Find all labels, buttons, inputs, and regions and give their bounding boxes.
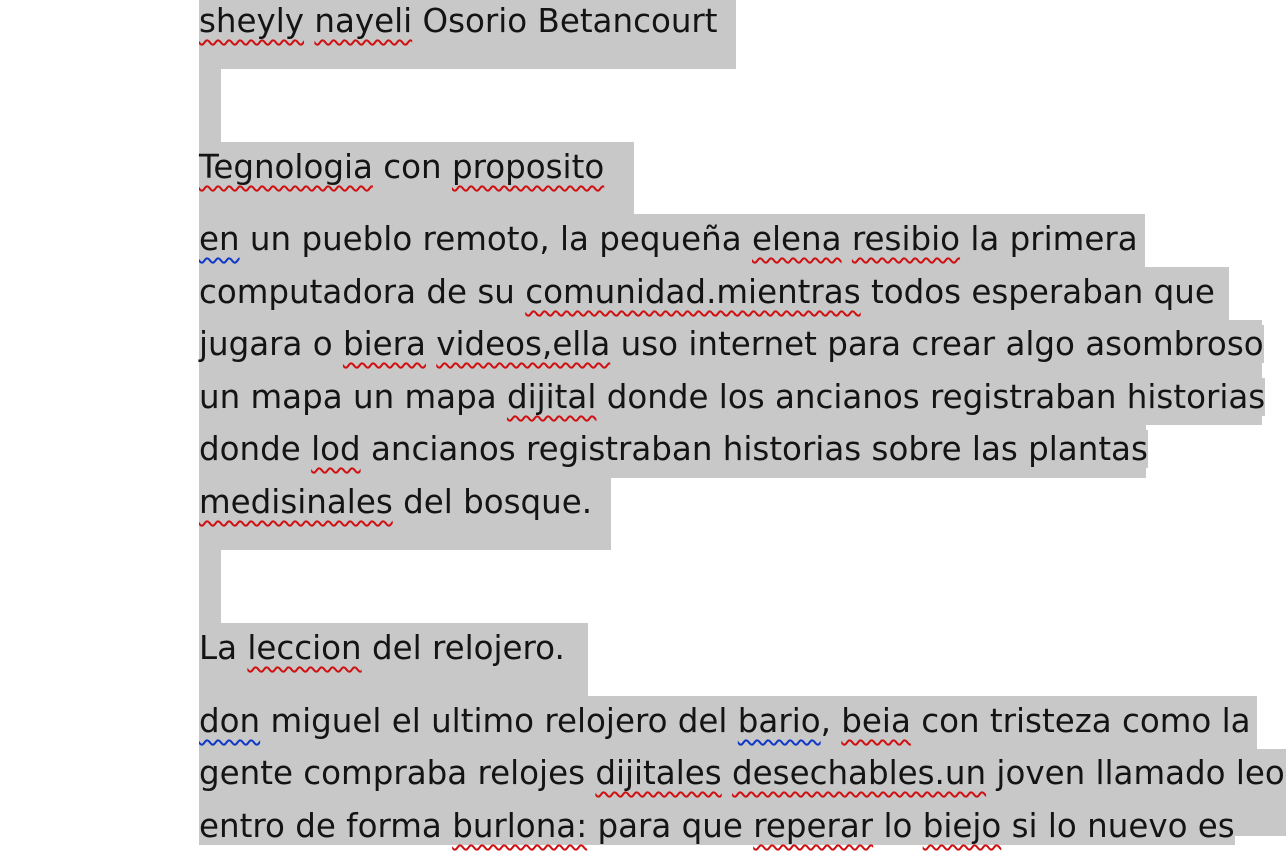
selection-empty-paragraph (199, 69, 221, 142)
text-run (842, 220, 852, 258)
misspelled-word[interactable]: sheyly (199, 2, 305, 40)
story1-line[interactable] (199, 318, 1264, 370)
story1-line[interactable] (199, 476, 592, 528)
text-run: del bosque. (392, 483, 593, 521)
text-run: lo (873, 807, 923, 845)
text-run: todos esperaban que (860, 273, 1215, 311)
story2-line[interactable] (199, 800, 1235, 852)
misspelled-word[interactable]: nayeli (314, 2, 413, 40)
title-la-leccion-del-relojero[interactable] (199, 622, 565, 674)
title-tecnologia-con-proposito[interactable] (199, 141, 604, 193)
story1-line[interactable] (199, 213, 1138, 265)
text-run (426, 325, 436, 363)
story1-line[interactable] (199, 266, 1215, 318)
misspelled-word[interactable]: comunidad.mientras (525, 273, 861, 311)
text-run: Osorio Betancourt (412, 2, 718, 40)
misspelled-word[interactable]: resibio (851, 220, 961, 258)
story1-line[interactable] (199, 423, 1148, 475)
grammar-flagged-word[interactable]: bario (737, 702, 821, 740)
text-run: con tristeza como la (910, 702, 1251, 740)
text-run: , (820, 702, 842, 740)
text-run: un mapa un mapa (199, 378, 507, 416)
selection-empty-paragraph (199, 550, 221, 623)
text-run: para que (587, 807, 754, 845)
misspelled-word[interactable]: beia (841, 702, 911, 740)
text-run: donde (199, 430, 312, 468)
text-run (722, 754, 732, 792)
misspelled-word[interactable]: dijitales (595, 754, 722, 792)
text-run: donde los ancianos registraban historias (596, 378, 1266, 416)
text-run (304, 2, 314, 40)
text-run: si lo nuevo es (1001, 807, 1235, 845)
misspelled-word[interactable]: videos,ella (436, 325, 611, 363)
misspelled-word[interactable]: dijital (506, 378, 597, 416)
misspelled-word[interactable]: biejo (922, 807, 1002, 845)
text-run: un pueblo remoto, la pequeña (239, 220, 752, 258)
misspelled-word[interactable]: proposito (451, 148, 605, 186)
story1-line[interactable] (199, 371, 1265, 423)
text-run: gente compraba relojes (199, 754, 596, 792)
text-run: La (199, 629, 248, 667)
misspelled-word[interactable]: Tegnologia (199, 148, 373, 186)
misspelled-word[interactable]: lod (311, 430, 361, 468)
story2-line[interactable] (199, 695, 1251, 747)
story2-line[interactable] (199, 747, 1285, 799)
text-run: del relojero. (361, 629, 565, 667)
misspelled-word[interactable]: biera (343, 325, 426, 363)
text-run: jugara o (199, 325, 343, 363)
misspelled-word[interactable]: medisinales (199, 483, 393, 521)
text-run: la primera (960, 220, 1138, 258)
text-run: uso internet para crear algo asombroso (610, 325, 1264, 363)
grammar-flagged-word[interactable]: don (199, 702, 261, 740)
misspelled-word[interactable]: elena (752, 220, 842, 258)
text-run: entro de forma (199, 807, 453, 845)
misspelled-word[interactable]: burlona: (452, 807, 588, 845)
misspelled-word[interactable]: desechables.un (732, 754, 987, 792)
author-name[interactable] (199, 0, 718, 47)
text-run: computadora de su (199, 273, 526, 311)
misspelled-word[interactable]: leccion (247, 629, 362, 667)
text-run: joven llamado leo (986, 754, 1285, 792)
misspelled-word[interactable]: reperar (753, 807, 874, 845)
grammar-flagged-word[interactable]: en (199, 220, 240, 258)
text-run: con (372, 148, 452, 186)
text-run: ancianos registraban historias sobre las plantas (360, 430, 1148, 468)
text-run: miguel el ultimo relojero del (260, 702, 738, 740)
